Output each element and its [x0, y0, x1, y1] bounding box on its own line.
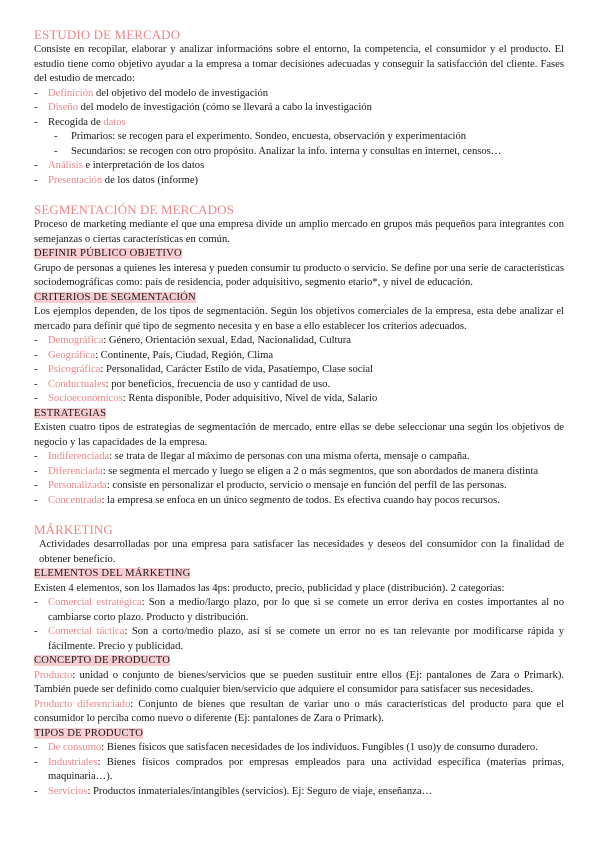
phase-prefix: Recogida de: [48, 116, 104, 128]
document-page: [34, 26, 564, 799]
list-item: [34, 479, 564, 494]
phase-text: e interpretación de los datos: [82, 160, 205, 171]
criterion-text: : Continente, País, Ciudad, Región, Clima: [95, 349, 274, 361]
segmentacion-intro: Proceso de marketing mediante el que una empresa divide un amplio mercado en grupos más pequeños para integrantes con semejanzas o ciertas características en común.: [34, 219, 564, 245]
list-item: [34, 159, 564, 174]
heading-segmentacion: SEGMENTACIÓN DE MERCADOS: [34, 202, 234, 217]
phase-term: Diseño: [48, 102, 79, 113]
criterion-term: Demográfica: [48, 335, 104, 346]
list-item: [34, 741, 564, 756]
criterion-term: Conductuales: [48, 378, 106, 390]
concept-text: : unidad o conjunto de bienes/servicios que se pueden sustituir entre ellos (Ej: pantalones de Zara o Primark). También puede ser definido como cualquier bien/servicio que adquiere el consumidor para satisfacer sus necesidades.: [34, 669, 564, 695]
list-item: [34, 101, 564, 116]
phase-text: de los datos (informe): [102, 174, 199, 186]
strategy-text: : se segmenta el mercado y luego se eligen a 2 o más segmentos, que son abordados de manera distinta: [102, 465, 539, 477]
strategy-text: : la empresa se enfoca en un único segmento de todos. Es efectiva cuando hay pocos recursos.: [101, 494, 500, 506]
strategy-term: Concentrada: [48, 494, 102, 506]
sub-list-item: - Primarios: se recogen para el experimento. Sondeo, encuesta, observación y experimentación: [34, 130, 564, 145]
list-item: [34, 174, 564, 189]
strategy-term: Diferenciada: [48, 465, 103, 477]
strategy-term: Personalizada: [48, 480, 107, 491]
concept-text: : Conjunto de bienes que resultan de variar uno o más características del producto para que el consumidor lo perciba como nuevo o diferente (Ej: pantalones de Zara o Primark).: [34, 698, 565, 724]
list-item: [34, 392, 564, 407]
type-term: De consumo: [48, 742, 102, 753]
criterion-text: : Renta disponible, Poder adquisitivo, Nivel de vida, Salario: [122, 393, 378, 404]
sub-list-item: - Secundarios: se recogen con otro propósito. Analizar la info. interna y consultas en internet, censos…: [34, 145, 564, 160]
list-item: [34, 756, 564, 785]
criterion-text: : Personalidad, Carácter Estilo de vida, Pasatiempo, Clase social: [100, 364, 374, 375]
strategy-text: : consiste en personalizar el producto, servicio o mensaje en función del perfil de las personas.: [106, 480, 507, 491]
list-item: [34, 349, 564, 364]
estudio-intro: Consiste en recopilar, elaborar y analizar informacións sobre el entorno, la competencia, el consumidor y el producto. El estudio tiene como objetivo ayudar a la empresa a tomar decisiones adecuadas y conseguir la satisfacción del cliente. Fases del estudio de mercado:: [34, 44, 564, 84]
element-text: : Son a corto/medio plazo, así si se comete un error no es tan relevante por modificarse rápida y fácilmente. Precio y publicidad.: [48, 626, 564, 652]
list-item: [34, 625, 564, 654]
subheading-estrategias: ESTRATEGIAS: [34, 407, 107, 419]
list-item: [34, 450, 564, 465]
concept-term: Producto: [34, 669, 73, 681]
subheading-elementos: ELEMENTOS DEL MÁRKETING: [34, 568, 191, 579]
type-term: Servicios: [48, 785, 88, 797]
phase-text: del objetivo del modelo de investigación: [93, 87, 269, 99]
element-text: : Son a medio/largo plazo, por lo que si se comete un error deriva en costes importantes al no cambiarse corto plazo. Producto y distribución.: [48, 597, 565, 623]
list-item: [34, 87, 564, 102]
marketing-intro: Actividades desarrolladas por una empresa para satisfacer las necesidades y deseos del consumidor con la finalidad de obtener beneficio.: [39, 539, 564, 565]
criterion-text: : Género, Orientación sexual, Edad, Nacionalidad, Cultura: [103, 335, 351, 346]
concepto-producto: [34, 669, 564, 698]
list-item: [34, 494, 564, 509]
subheading-concepto-producto: CONCEPTO DE PRODUCTO: [34, 655, 171, 666]
concepto-diferenciado: [34, 698, 564, 727]
type-term: Industriales: [48, 756, 98, 768]
subheading-criterios: CRITERIOS DE SEGMENTACIÓN: [34, 291, 196, 303]
criterion-term: Socioeconómicos: [48, 393, 123, 404]
type-text: : Bienes físicos que satisfacen necesidades de los individuos. Fungibles (1 uso)y de consumo duradero.: [101, 742, 538, 753]
subheading-publico-objetivo: DEFINIR PÚBLICO OBJETIVO: [34, 248, 182, 259]
list-item: [34, 785, 564, 800]
estrategias-text: Existen cuatro tipos de estrategias de segmentación de mercado, entre ellas se debe seleccionar una según los objetivos de negocio y las capacidades de la empresa.: [34, 422, 564, 448]
list-item: [34, 596, 564, 625]
type-text: : Productos inmateriales/intangibles (servicios). Ej: Seguro de viaje, enseñanza…: [87, 785, 433, 797]
subheading-tipos-producto: TIPOS DE PRODUCTO: [34, 727, 144, 739]
element-term: Comercial táctica: [48, 626, 125, 637]
list-item: [34, 378, 564, 393]
concept-term: Producto diferenciado: [34, 698, 131, 710]
phase-term: Presentación: [48, 174, 103, 186]
element-term: Comercial estratégica: [48, 597, 142, 608]
criterion-term: Psicográfica: [48, 364, 101, 375]
phase-term: Definición: [48, 87, 94, 99]
list-item: [34, 334, 564, 349]
list-item: [34, 363, 564, 378]
strategy-term: Indiferenciada: [48, 451, 110, 462]
list-item: [34, 465, 564, 480]
heading-estudio-mercado: ESTUDIO DE MERCADO: [34, 27, 181, 42]
heading-marketing: MÁRKETING: [34, 522, 113, 537]
strategy-text: : se trata de llegar al máximo de personas con una misma oferta, mensaje o campaña.: [109, 451, 470, 462]
criterion-text: : por beneficios, frecuencia de uso y cantidad de uso.: [105, 378, 331, 390]
publico-objetivo-text: Grupo de personas a quienes les interesa y pueden consumir tu producto o servicio. Se define por una serie de características sociodemográficas como: país de residencia, poder adquisitivo, segmento etario*, y nivel de educación.: [34, 262, 564, 288]
phase-term: datos: [103, 116, 126, 128]
criterios-text: Los ejemplos dependen, de los tipos de segmentación. Según los objetivos comerciales de la empresa, esta debe analizar el mercado para definir qué tipo de segmento necesita y en base a ello establecer los criterios adecuados.: [34, 306, 564, 332]
criterion-term: Geográfica: [48, 349, 96, 361]
type-text: : Bienes físicos comprados por empresas empleados para una actividad específica (materias primas, maquinaria…).: [48, 756, 564, 782]
phase-text: del modelo de investigación (cómo se llevará a cabo la investigación: [78, 102, 372, 113]
phase-term: Análisis: [48, 160, 83, 171]
list-item: [34, 116, 564, 131]
elementos-text: Existen 4 elementos, son los llamados las 4ps: producto, precio, publicidad y place (distribución). 2 categorías:: [34, 582, 505, 594]
